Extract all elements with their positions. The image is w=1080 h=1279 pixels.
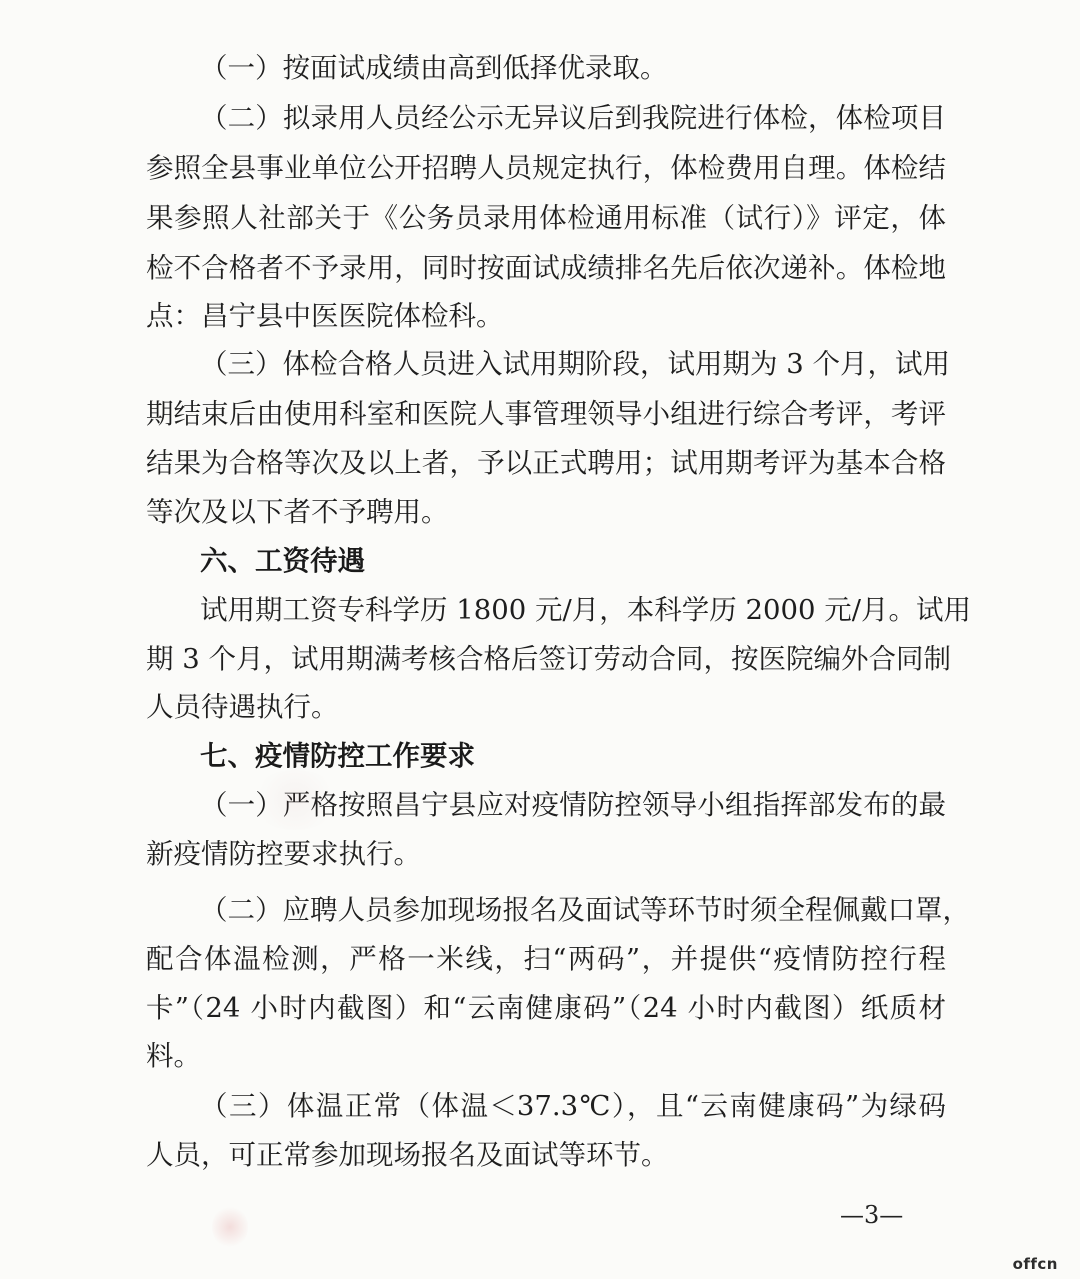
paragraph-line: （三）体检合格人员进入试用期阶段，试用期为 3 个月，试用 [200,348,950,380]
paragraph-line: 检不合格者不予录用，同时按面试成绩排名先后依次递补。体检地 [146,252,946,284]
page-number: —3— [840,1201,904,1229]
paragraph-line: 期结束后由使用科室和医院人事管理领导小组进行综合考评，考评 [146,398,946,430]
section-heading-salary: 六、工资待遇 [200,545,365,577]
paragraph-line: （一）严格按照昌宁县应对疫情防控领导小组指挥部发布的最 [200,789,946,821]
paragraph-line: （二）应聘人员参加现场报名及面试等环节时须全程佩戴口罩， [200,894,970,926]
paragraph-line: 参照全县事业单位公开招聘人员规定执行，体检费用自理。体检结 [146,152,946,184]
paragraph-line: 新疫情防控要求执行。 [146,838,421,870]
watermark-logo: offcn [1012,1255,1058,1273]
paragraph-line: 人员，可正常参加现场报名及面试等环节。 [146,1139,669,1171]
stamp-residue [212,1205,248,1249]
paragraph-line: 果参照人社部关于《公务员录用体检通用标准（试行）》评定，体 [146,202,946,234]
paragraph-line: 结果为合格等次及以上者，予以正式聘用；试用期考评为基本合格 [146,447,946,479]
paragraph-line: （一）按面试成绩由高到低择优录取。 [200,52,668,84]
paragraph-line: 料。 [146,1040,201,1072]
paragraph-line: 试用期工资专科学历 1800 元/月，本科学历 2000 元/月。试用 [200,594,971,626]
paragraph-line: 等次及以下者不予聘用。 [146,496,449,528]
section-heading-epidemic: 七、疫情防控工作要求 [200,740,475,772]
paragraph-line: 人员待遇执行。 [146,691,339,723]
paragraph-line: 点：昌宁县中医医院体检科。 [146,300,504,332]
paragraph-line: 期 3 个月，试用期满考核合格后签订劳动合同，按医院编外合同制 [146,643,951,675]
stamp-residue [250,770,340,830]
paragraph-line: 卡”（24 小时内截图）和“云南健康码”（24 小时内截图）纸质材 [146,992,946,1024]
paragraph-line: （二）拟录用人员经公示无异议后到我院进行体检，体检项目 [200,102,946,134]
paragraph-line: （三）体温正常（体温＜37.3℃），且“云南健康码”为绿码 [200,1090,946,1122]
paragraph-line: 配合体温检测，严格一米线，扫“两码”，并提供“疫情防控行程 [146,943,946,975]
